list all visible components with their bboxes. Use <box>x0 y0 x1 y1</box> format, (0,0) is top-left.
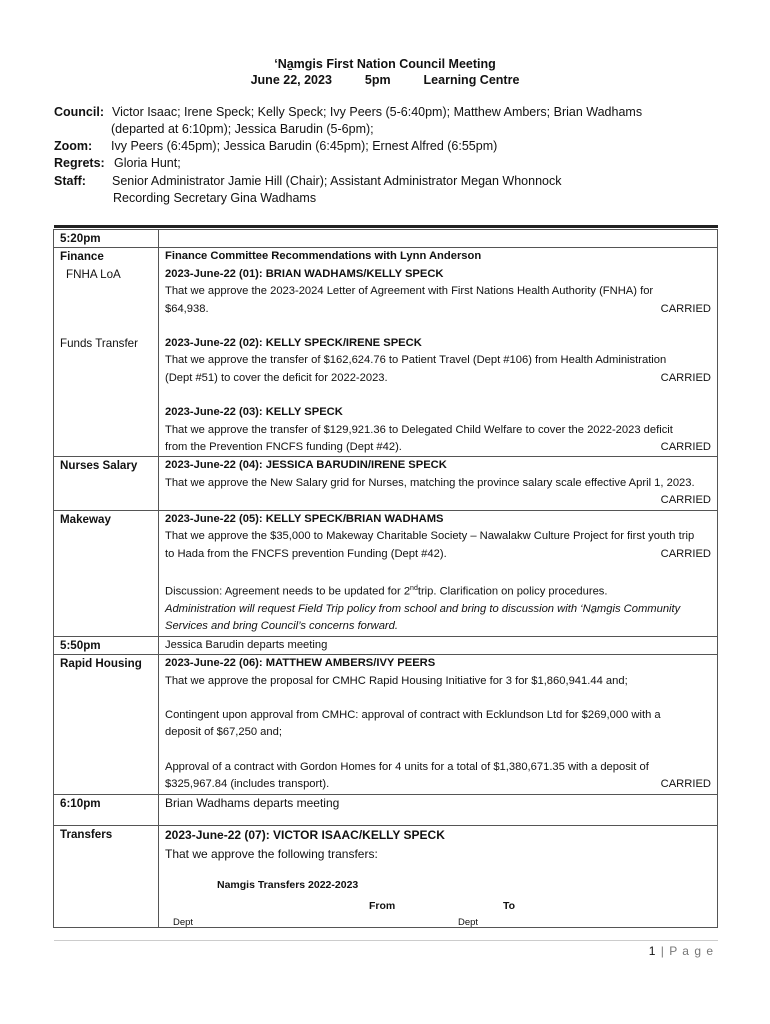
meeting-title: ‘Na̱mgis First Nation Council Meeting <box>274 57 496 71</box>
carried-label: CARRIED <box>660 778 711 791</box>
section-fnha-loa: FNHA LoA <box>66 267 121 281</box>
table-row <box>54 510 718 636</box>
footer-divider <box>54 940 718 941</box>
staff-text-cont: Recording Secretary Gina Wadhams <box>113 191 317 205</box>
transfers-dept-header: Dept <box>458 916 479 928</box>
row-time: 5:50pm <box>54 636 159 654</box>
motion-text: That we approve the 2023-2024 Letter of Agreement with First Nations Health Authority (FNHA) for <box>165 285 654 298</box>
motion-text: That we approve the transfer of $162,624.76 to Patient Travel (Dept #106) from Health Administration <box>165 354 667 367</box>
table-row <box>54 248 718 457</box>
carried-label: CARRIED <box>660 371 711 384</box>
minutes-table <box>53 229 718 928</box>
motion-title: 2023-June-22 (03): KELLY SPECK <box>165 406 343 419</box>
motion-text: $325,967.84 (includes transport). <box>165 778 330 791</box>
meeting-date: June 22, 2023 <box>250 73 332 87</box>
carried-label: CARRIED <box>660 547 711 560</box>
motion-text: Contingent upon approval from CMHC: approval of contract with Ecklundson Ltd for $269,000 with a <box>165 709 661 722</box>
section-nurses-salary: Nurses Salary <box>54 457 159 510</box>
motion-text: That we approve the $35,000 to Makeway Charitable Society – Nawalakw Culture Project for first youth trip <box>165 530 695 543</box>
discussion-note: Services and bring Council’s concerns forward. <box>165 620 398 633</box>
transfers-dept-header: Dept <box>173 916 194 928</box>
motion-text: That we approve the following transfers: <box>165 846 378 861</box>
council-text: Victor Isaac; Irene Speck; Kelly Speck; Ivy Peers (5-6:40pm); Matthew Ambers; Brian Wadhams <box>112 105 643 119</box>
carried-label: CARRIED <box>660 494 711 507</box>
motion-text: That we approve the New Salary grid for Nurses, matching the province salary scale effective April 1, 2023. <box>165 476 695 489</box>
motion-title: 2023-June-22 (02): KELLY SPECK/IRENE SPECK <box>165 337 422 350</box>
section-transfers: Transfers <box>54 825 159 927</box>
attendance-regrets <box>54 155 181 172</box>
event-text: Jessica Barudin departs meeting <box>159 636 718 654</box>
motion-title: 2023-June-22 (04): JESSICA BARUDIN/IRENE SPECK <box>165 459 447 472</box>
section-rapid-housing: Rapid Housing <box>54 655 159 794</box>
motion-text: (Dept #51) to cover the deficit for 2022-2023. <box>165 371 388 384</box>
staff-label: Staff: <box>54 174 86 188</box>
motion-text: Approval of a contract with Gordon Homes for 4 units for a total of $1,380,671.35 with a deposit of <box>165 760 649 773</box>
table-row <box>54 636 718 654</box>
motion-title: 2023-June-22 (05): KELLY SPECK/BRIAN WADHAMS <box>165 512 444 525</box>
transfers-from-header: From <box>369 899 396 912</box>
attendance-staff <box>54 173 561 190</box>
transfers-to-header: To <box>503 899 516 912</box>
motion-text: to Hada from the FNCFS prevention Funding (Dept #42). <box>165 547 447 560</box>
finance-heading: Finance Committee Recommendations with Lynn Anderson <box>165 250 482 263</box>
section-funds-transfer: Funds Transfer <box>60 337 138 351</box>
attendance-council <box>54 104 642 121</box>
regrets-label: Regrets: <box>54 156 105 170</box>
motion-text: That we approve the transfer of $129,921.36 to Delegated Child Welfare to cover the 2022-2023 deficit <box>165 423 673 436</box>
motion-text: $64,938. <box>165 302 209 315</box>
zoom-label: Zoom: <box>54 139 93 153</box>
discussion-note: Administration will request Field Trip policy from school and bring to discussion with ‘Na̱mgis Community <box>165 603 681 616</box>
motion-text: That we approve the proposal for CMHC Rapid Housing Initiative for 3 for $1,860,941.44 and; <box>165 674 628 687</box>
meeting-time: 5pm <box>364 73 391 87</box>
section-makeway: Makeway <box>54 510 159 636</box>
discussion-text: Discussion: Agreement needs to be updated for 2ndtrip. Clarification on policy procedures. <box>165 584 608 598</box>
table-row <box>54 230 718 248</box>
table-row <box>54 825 718 927</box>
motion-text: deposit of $67,250 and; <box>165 726 282 739</box>
transfers-heading: Namgis Transfers 2022-2023 <box>217 878 359 891</box>
table-row <box>54 457 718 510</box>
carried-label: CARRIED <box>660 441 711 454</box>
zoom-text: Ivy Peers (6:45pm); Jessica Barudin (6:45pm); Ernest Alfred (6:55pm) <box>111 139 498 153</box>
section-finance: Finance <box>60 250 104 264</box>
motion-title: 2023-June-22 (01): BRIAN WADHAMS/KELLY SPECK <box>165 267 444 280</box>
motion-title: 2023-June-22 (07): VICTOR ISAAC/KELLY SPECK <box>165 827 445 842</box>
motion-title: 2023-June-22 (06): MATTHEW AMBERS/IVY PEERS <box>165 657 436 670</box>
attendance-zoom <box>54 138 497 155</box>
council-text-cont: (departed at 6:10pm); Jessica Barudin (5-6pm); <box>111 122 374 136</box>
council-label: Council: <box>54 105 104 119</box>
row-time: 5:20pm <box>54 230 159 248</box>
regrets-text: Gloria Hunt; <box>114 156 181 170</box>
page-number: 1 | P a g e <box>648 944 714 958</box>
motion-text: from the Prevention FNCFS funding (Dept #42). <box>165 441 402 454</box>
carried-label: CARRIED <box>660 302 711 315</box>
event-text: Brian Wadhams departs meeting <box>159 794 718 825</box>
header-divider <box>54 225 718 228</box>
table-row <box>54 794 718 825</box>
table-row <box>54 655 718 794</box>
row-time: 6:10pm <box>54 794 159 825</box>
staff-text: Senior Administrator Jamie Hill (Chair); Assistant Administrator Megan Whonnock <box>112 174 562 188</box>
meeting-location: Learning Centre <box>423 73 520 87</box>
meeting-date-time-location <box>0 73 770 87</box>
